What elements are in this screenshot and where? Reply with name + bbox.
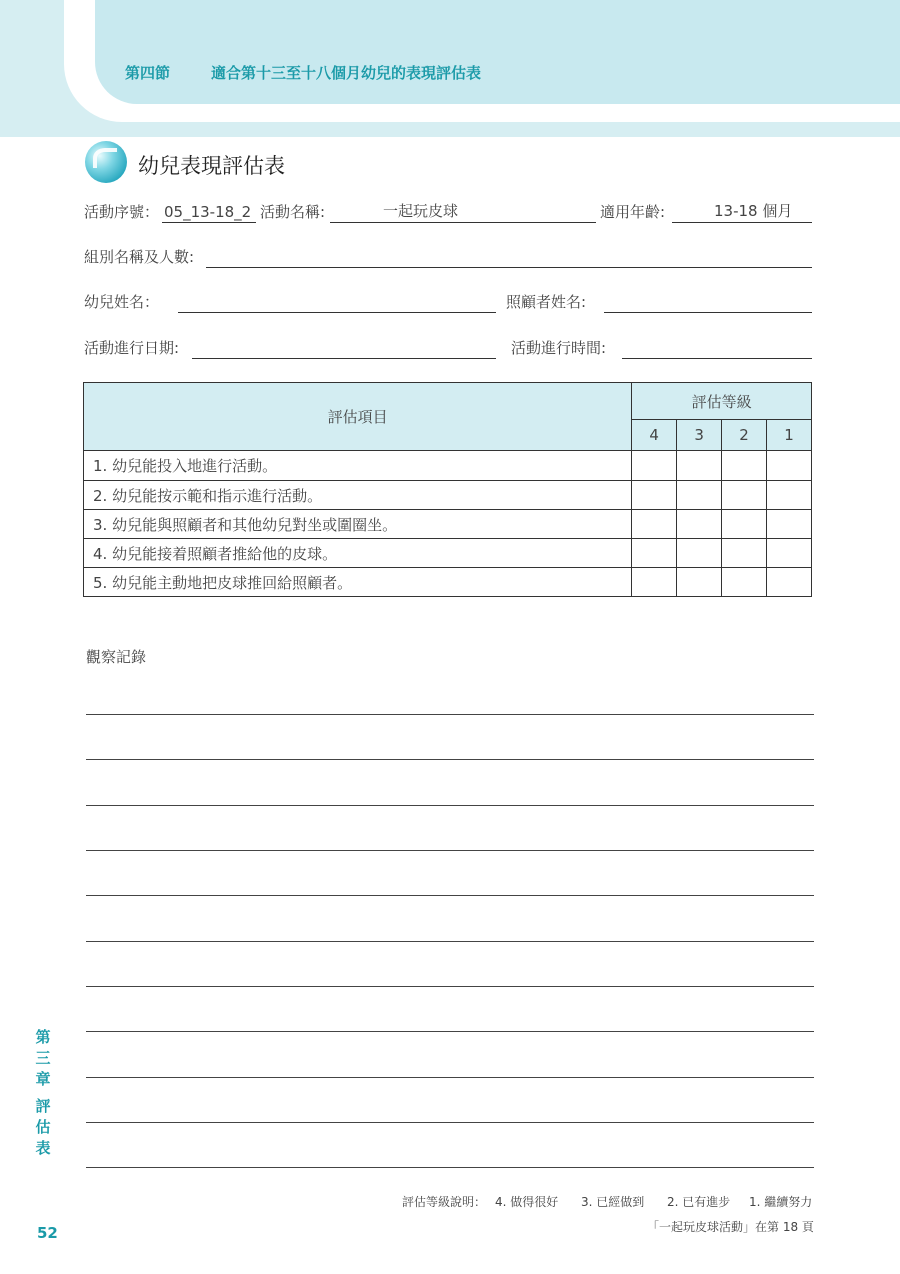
grade-cell[interactable] [722, 539, 767, 568]
time-field[interactable] [622, 338, 812, 359]
age-label: 適用年齡: [600, 203, 666, 221]
grade-2-header: 2 [722, 420, 767, 451]
time-label: 活動進行時間: [511, 339, 607, 357]
observation-line[interactable] [86, 1031, 814, 1032]
grade-legend-4: 4. 做得很好 [495, 1195, 559, 1209]
item-text: 3. 幼兒能與照顧者和其他幼兒對坐或圍圈坐。 [84, 510, 632, 539]
date-field[interactable] [192, 338, 496, 359]
activity-no-field[interactable] [162, 202, 256, 223]
group-label: 組別名稱及人數: [84, 248, 195, 266]
grade-legend-3: 3. 已經做到 [581, 1195, 645, 1209]
grade-cell[interactable] [767, 481, 812, 510]
activity-no-label: 活動序號： [84, 203, 160, 221]
table-row [84, 539, 812, 568]
grade-legend-label: 評估等級說明： [402, 1195, 487, 1209]
grade-legend-2: 2. 已有進步 [667, 1195, 731, 1209]
grade-cell[interactable] [677, 510, 722, 539]
item-text: 1. 幼兒能投入地進行活動。 [84, 451, 632, 481]
grade-legend-1: 1. 繼續努力 [749, 1195, 813, 1209]
evaluation-table [83, 382, 812, 597]
table-row [84, 568, 812, 597]
grade-cell[interactable] [722, 568, 767, 597]
table-row [84, 481, 812, 510]
observation-line[interactable] [86, 850, 814, 851]
section-label: 第四節 [125, 64, 171, 82]
page-number: 52 [37, 1224, 58, 1242]
observation-line[interactable] [86, 941, 814, 942]
grade-cell[interactable] [632, 481, 677, 510]
grade-cell[interactable] [632, 568, 677, 597]
activity-name-label: 活動名稱: [260, 203, 326, 221]
grade-cell[interactable] [677, 451, 722, 481]
table-row [84, 510, 812, 539]
item-text: 4. 幼兒能接着照顧者推給他的皮球。 [84, 539, 632, 568]
observation-line[interactable] [86, 1077, 814, 1078]
grade-header: 評估等級 [632, 383, 812, 420]
page-title: 幼兒表現評估表 [138, 154, 285, 178]
carer-name-field[interactable] [604, 292, 812, 313]
observation-line[interactable] [86, 895, 814, 896]
table-row [84, 451, 812, 481]
child-name-label: 幼兒姓名： [84, 293, 160, 311]
grade-cell[interactable] [677, 568, 722, 597]
grade-cell[interactable] [767, 510, 812, 539]
observation-line[interactable] [86, 1167, 814, 1168]
observation-line[interactable] [86, 759, 814, 760]
grade-cell[interactable] [767, 568, 812, 597]
activity-name-field[interactable] [330, 202, 596, 223]
carer-name-label: 照顧者姓名: [506, 293, 587, 311]
bubble-icon [85, 141, 127, 183]
grade-cell[interactable] [632, 451, 677, 481]
age-value: 13-18 個月 [714, 202, 793, 220]
item-text: 5. 幼兒能主動地把皮球推回給照顧者。 [84, 568, 632, 597]
grade-cell[interactable] [722, 510, 767, 539]
group-row [84, 246, 812, 270]
item-text: 2. 幼兒能按示範和指示進行活動。 [84, 481, 632, 510]
names-row [84, 291, 812, 315]
date-time-row [84, 337, 812, 361]
grade-cell[interactable] [677, 481, 722, 510]
grade-cell[interactable] [677, 539, 722, 568]
grade-cell[interactable] [767, 451, 812, 481]
grade-cell[interactable] [767, 539, 812, 568]
section-title: 適合第十三至十八個月幼兒的表現評估表 [211, 64, 482, 82]
grade-cell[interactable] [722, 481, 767, 510]
section-side-label: 評 估 表 [35, 1097, 51, 1157]
observation-line[interactable] [86, 1122, 814, 1123]
header-tab [95, 0, 900, 104]
activity-info-row [84, 201, 812, 225]
grade-3-header: 3 [677, 420, 722, 451]
child-name-field[interactable] [178, 292, 496, 313]
activity-name-value: 一起玩皮球 [383, 202, 459, 220]
grade-cell[interactable] [632, 510, 677, 539]
observation-line[interactable] [86, 714, 814, 715]
observation-line[interactable] [86, 805, 814, 806]
observation-label: 觀察記錄 [86, 648, 147, 666]
date-label: 活動進行日期: [84, 339, 180, 357]
chapter-label: 第 三 章 [35, 1028, 51, 1088]
grade-4-header: 4 [632, 420, 677, 451]
item-header: 評估項目 [84, 383, 632, 451]
page-reference: 「一起玩皮球活動」在第 18 頁 [647, 1220, 814, 1234]
group-field[interactable] [206, 247, 812, 268]
grade-cell[interactable] [632, 539, 677, 568]
grade-1-header: 1 [767, 420, 812, 451]
age-field[interactable] [672, 202, 812, 223]
observation-line[interactable] [86, 986, 814, 987]
activity-no-value: 05_13-18_2 [164, 203, 252, 221]
grade-cell[interactable] [722, 451, 767, 481]
